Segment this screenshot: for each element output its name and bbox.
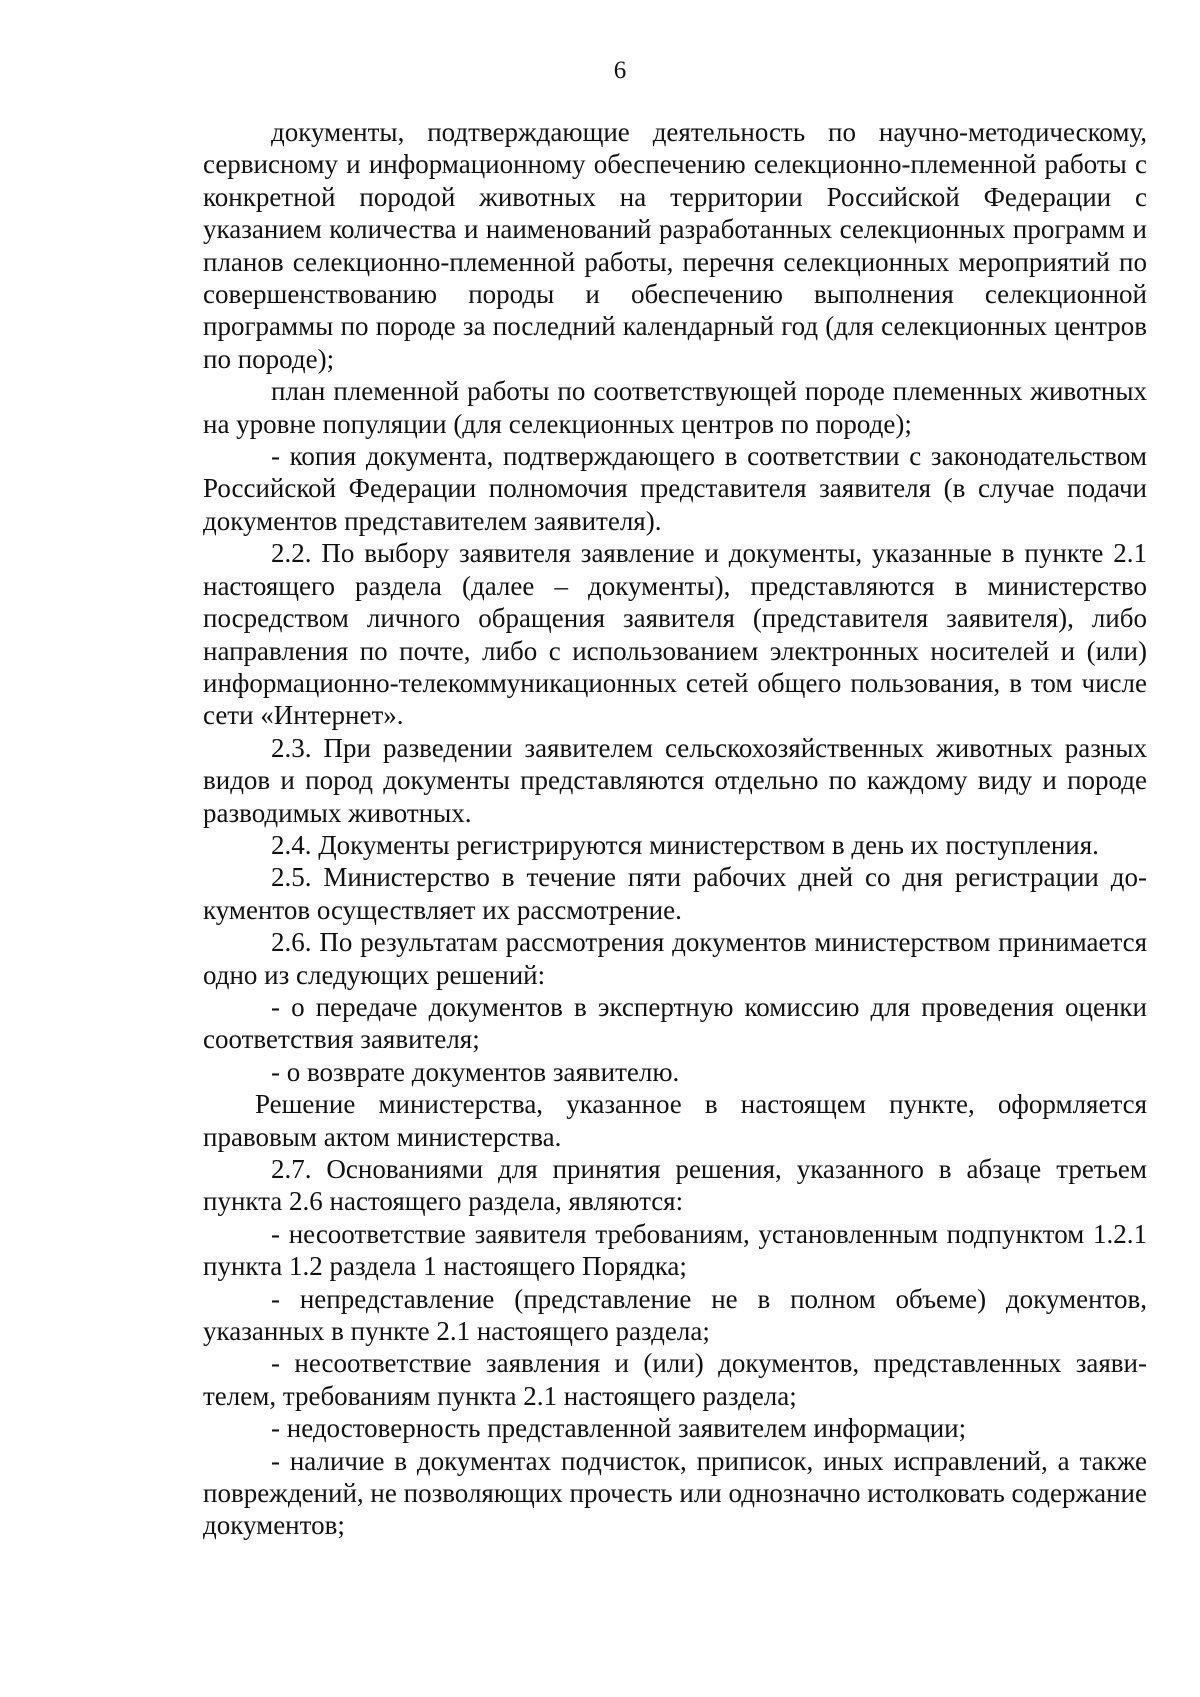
page-number: 6	[613, 57, 627, 84]
paragraph: Решение министерства, указанное в настоящем пункте, оформляется правовым актом министерства.	[203, 1089, 1147, 1152]
paragraph: 2.5. Министерство в течение пяти рабочих дней со дня регистрации документов осуществляет их рассмотрение.	[203, 862, 1147, 925]
paragraph: - о передаче документов в экспертную комиссию для проведения оценки соответствия заявителя;	[203, 991, 1147, 1055]
paragraph: 2.3. При разведении заявителем сельскохозяйственных животных разных видов и пород документы представляются отдельно по каждому виду и породе разводимых животных.	[203, 732, 1147, 828]
paragraph: - наличие в документах подчисток, приписок, иных исправлений, а также повреждений, не позволяющих прочесть или однозначно истолковать содержание документов;	[203, 1445, 1147, 1541]
document-body	[203, 116, 1147, 1542]
paragraph: план племенной работы по соответствующей породе племенных животных на уровне популяции (для селекционных центров по породе);	[203, 376, 1147, 439]
paragraph: - недостоверность представленной заявителем информации;	[271, 1413, 967, 1444]
paragraph: - копия документа, подтверждающего в соответствии с законодательством Российской Федерации полномочия представителя заявителя (в случае подачи документов представителем заявителя).	[203, 441, 1147, 536]
paragraph: - несоответствие заявителя требованиям, установленным подпунктом 1.2.1 пункта 1.2 раздела 1 настоящего Порядка;	[203, 1218, 1147, 1282]
paragraph: - непредставление (представление не в полном объеме) документов, указанных в пункте 2.1 настоящего раздела;	[203, 1283, 1147, 1347]
paragraph: 2.7. Основаниями для принятия решения, указанного в абзаце третьем пункта 2.6 настоящего раздела, являются:	[203, 1154, 1147, 1217]
paragraph: 2.4. Документы регистрируются министерством в день их поступления.	[271, 829, 1099, 860]
paragraph: - несоответствие заявления и (или) документов, представленных заявителем, требованиям пункта 2.1 настоящего раздела;	[203, 1348, 1147, 1411]
paragraph: - о возврате документов заявителю.	[271, 1056, 680, 1087]
paragraph: документы, подтверждающие деятельность по научно-методическому, сервисному и информационному обеспечению селекционно-племенной работы с конкретной породой животных на территории Российской Федерации с указанием количества и наименований разработанных селекционных программ и планов селекционно-племенной работы, перечня селекционных мероприятий по совершенствованию породы и обеспечению выполнения селекционной программы по породе за последний календарный год (для селекционных центров по породе);	[203, 117, 1147, 374]
paragraph: 2.2. По выбору заявителя заявление и документы, указанные в пункте 2.1 настоящего раздела (далее – документы), представляются в министерство посредством личного обращения заявителя (представителя заявителя), либо направления по почте, либо с использованием электронных носителей и (или) информационно-телекоммуникационных сетей общего пользования, в том числе сети «Интернет».	[203, 538, 1147, 731]
paragraph: 2.6. По результатам рассмотрения документов министерством принимается одно из следующих решений:	[203, 927, 1147, 990]
